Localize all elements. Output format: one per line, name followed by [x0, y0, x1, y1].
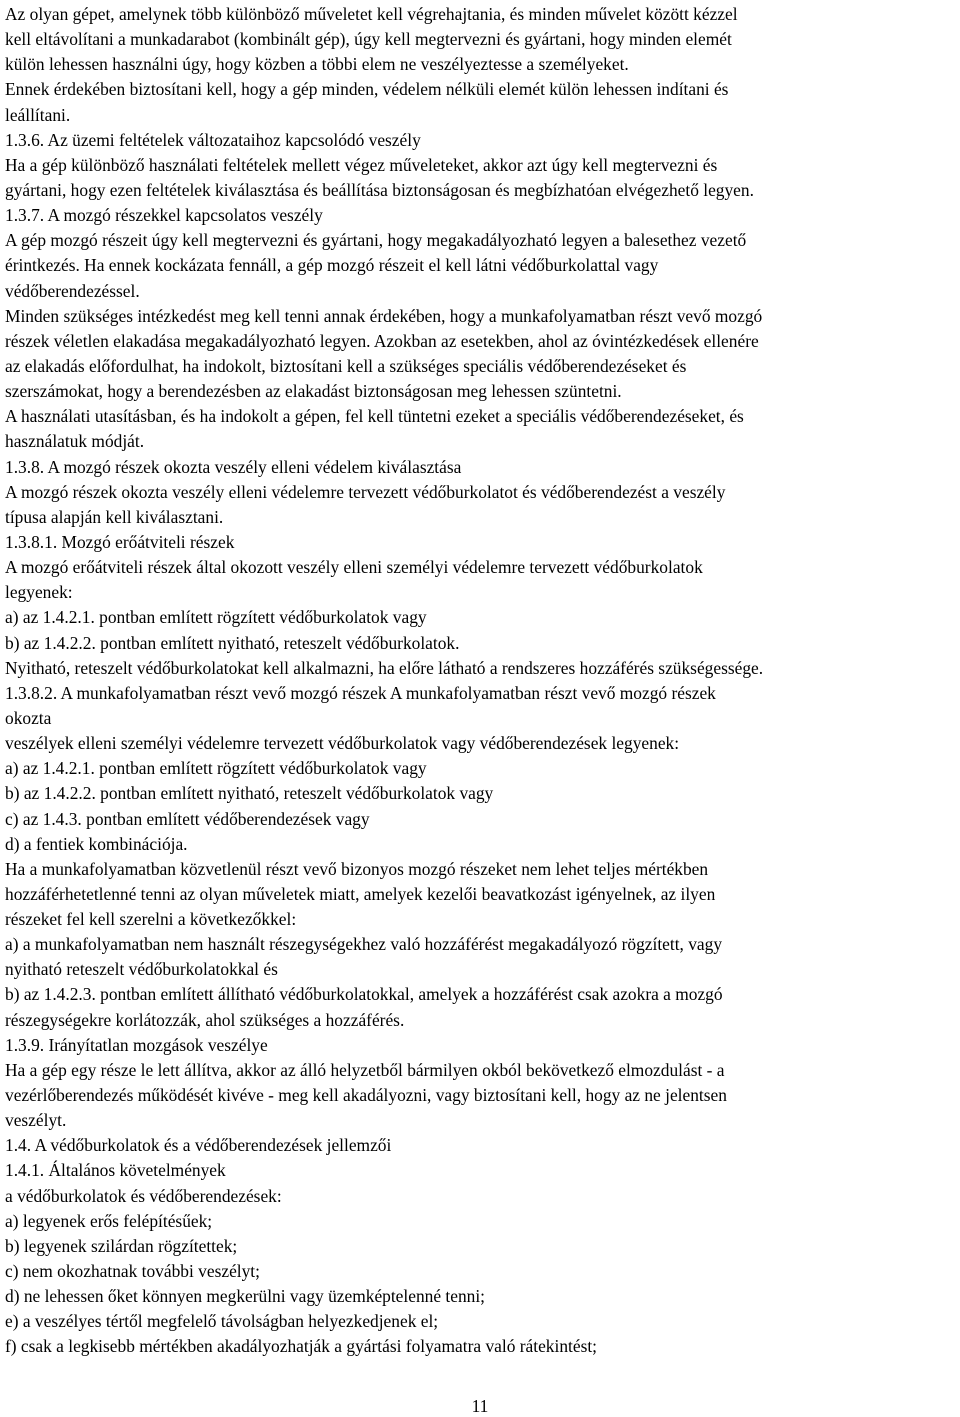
list-item: a) az 1.4.2.1. pontban említett rögzített védőburkolatok vagy — [5, 758, 427, 779]
list-item: részegységekre korlátozzák, ahol szükséges a hozzáférés. — [5, 1009, 405, 1030]
text-line: Ennek érdekében biztosítani kell, hogy a gép minden, védelem nélküli elemét külön lehessen indítani és — [5, 79, 729, 100]
list-item: a) az 1.4.2.1. pontban említett rögzített védőburkolatok vagy — [5, 607, 427, 628]
text-line: A mozgó részek okozta veszély elleni védelemre tervezett védőburkolatot és védőberendezést a veszély — [5, 481, 726, 502]
text-line: szerszámokat, hogy a berendezésben az elakadást biztonságosan meg lehessen szüntetni. — [5, 381, 622, 402]
section-heading: 1.3.8.2. A munkafolyamatban részt vevő mozgó részek A munkafolyamatban részt vevő mozgó részek — [5, 682, 716, 703]
list-item: f) csak a legkisebb mértékben akadályozhatják a gyártási folyamatra való rátekintést; — [5, 1336, 597, 1357]
text-line: veszélyek elleni személyi védelemre tervezett védőburkolatok vagy védőberendezések legyenek: — [5, 733, 680, 754]
list-item: c) az 1.4.3. pontban említett védőberendezések vagy — [5, 808, 370, 829]
text-line: használatuk módját. — [5, 431, 145, 452]
text-line: részeket fel kell szerelni a következőkkel: — [5, 909, 297, 930]
text-line: kell eltávolítani a munkadarabot (kombinált gép), úgy kell megtervezni és gyártani, hogy minden elemét — [5, 29, 732, 50]
section-heading: 1.3.8.1. Mozgó erőátviteli részek — [5, 531, 235, 552]
text-line: A mozgó erőátviteli részek által okozott veszély elleni személyi védelemre tervezett védőburkolatok — [5, 557, 703, 578]
text-line: a védőburkolatok és védőberendezések: — [5, 1185, 282, 1206]
list-item: nyitható reteszelt védőburkolatokkal és — [5, 959, 278, 980]
section-heading: 1.3.8. A mozgó részek okozta veszély elleni védelem kiválasztása — [5, 456, 462, 477]
section-heading: 1.3.7. A mozgó részekkel kapcsolatos veszély — [5, 205, 323, 226]
text-line: vezérlőberendezés működését kivéve - meg kell akadályozni, vagy biztosítani kell, hogy az ne jelentsen — [5, 1085, 727, 1106]
text-line: típusa alapján kell kiválasztani. — [5, 506, 224, 527]
section-heading: 1.4.1. Általános követelmények — [5, 1160, 226, 1181]
document-body — [5, 2, 955, 1360]
text-line: Ha a gép különböző használati feltételek mellett végez műveleteket, akkor azt úgy kell megtervezni és — [5, 154, 718, 175]
section-heading: 1.3.6. Az üzemi feltételek változataihoz kapcsolódó veszély — [5, 129, 421, 150]
list-item: d) a fentiek kombinációja. — [5, 833, 188, 854]
text-line: veszélyt. — [5, 1110, 67, 1131]
text-line: részek véletlen elakadása megakadályozható legyen. Azokban az esetekben, ahol az óvintézkedések ellenére — [5, 330, 759, 351]
text-line: Ha a gép egy része le lett állítva, akkor az álló helyzetből bármilyen okból bekövetkező elmozdulást - a — [5, 1059, 725, 1080]
list-item: c) nem okozhatnak további veszélyt; — [5, 1261, 260, 1282]
list-item: e) a veszélyes tértől megfelelő távolságban helyezkedjenek el; — [5, 1311, 439, 1332]
text-line: Nyitható, reteszelt védőburkolatokat kell alkalmazni, ha előre látható a rendszeres hozzáférés szükségessége. — [5, 657, 764, 678]
text-line: Minden szükséges intézkedést meg kell tenni annak érdekében, hogy a munkafolyamatban részt vevő mozgó — [5, 305, 763, 326]
text-line: külön lehessen használni úgy, hogy közben a többi elem ne veszélyeztesse a személyeket. — [5, 54, 629, 75]
text-line: A gép mozgó részeit úgy kell megtervezni és gyártani, hogy megakadályozható legyen a balesethez vezető — [5, 230, 747, 251]
text-line: gyártani, hogy ezen feltételek kiválasztása és beállítása biztonságosan és megbízhatóan elvégezhető legyen. — [5, 179, 754, 200]
text-line: A használati utasításban, és ha indokolt a gépen, fel kell tüntetni ezeket a speciális védőberendezéseket, és — [5, 406, 744, 427]
section-heading: 1.4. A védőburkolatok és a védőberendezések jellemzői — [5, 1135, 392, 1156]
list-item: a) legyenek erős felépítésűek; — [5, 1210, 213, 1231]
text-line: leállítani. — [5, 104, 71, 125]
text-line: okozta — [5, 707, 52, 728]
text-line: Az olyan gépet, amelynek több különböző műveletet kell végrehajtania, és minden művelet között kézzel — [5, 4, 738, 24]
list-item: d) ne lehessen őket könnyen megkerülni vagy üzemképtelenné tenni; — [5, 1286, 486, 1307]
list-item: b) az 1.4.2.3. pontban említett állítható védőburkolatokkal, amelyek a hozzáférést csak azokra a mozgó — [5, 984, 723, 1005]
list-item: b) legyenek szilárdan rögzítettek; — [5, 1235, 238, 1256]
text-line: védőberendezéssel. — [5, 280, 140, 301]
list-item: b) az 1.4.2.2. pontban említett nyitható, reteszelt védőburkolatok. — [5, 632, 460, 653]
text-line: az elakadás előfordulhat, ha indokolt, biztosítani kell a szükséges speciális védőberendezéseket és — [5, 355, 687, 376]
page-number: 11 — [471, 1396, 489, 1416]
list-item: b) az 1.4.2.2. pontban említett nyitható, reteszelt védőburkolatok vagy — [5, 783, 494, 804]
text-line: legyenek: — [5, 582, 73, 603]
text-line: hozzáférhetetlenné tenni az olyan műveletek miatt, amelyek kezelői beavatkozást igényelnek, az ilyen — [5, 883, 716, 904]
section-heading: 1.3.9. Irányítatlan mozgások veszélye — [5, 1034, 268, 1055]
text-line: érintkezés. Ha ennek kockázata fennáll, a gép mozgó részeit el kell látni védőburkolattal vagy — [5, 255, 659, 276]
text-line: Ha a munkafolyamatban közvetlenül részt vevő bizonyos mozgó részeket nem lehet teljes mértékben — [5, 858, 709, 879]
list-item: a) a munkafolyamatban nem használt részegységekhez való hozzáférést megakadályozó rögzített, vagy — [5, 934, 723, 955]
